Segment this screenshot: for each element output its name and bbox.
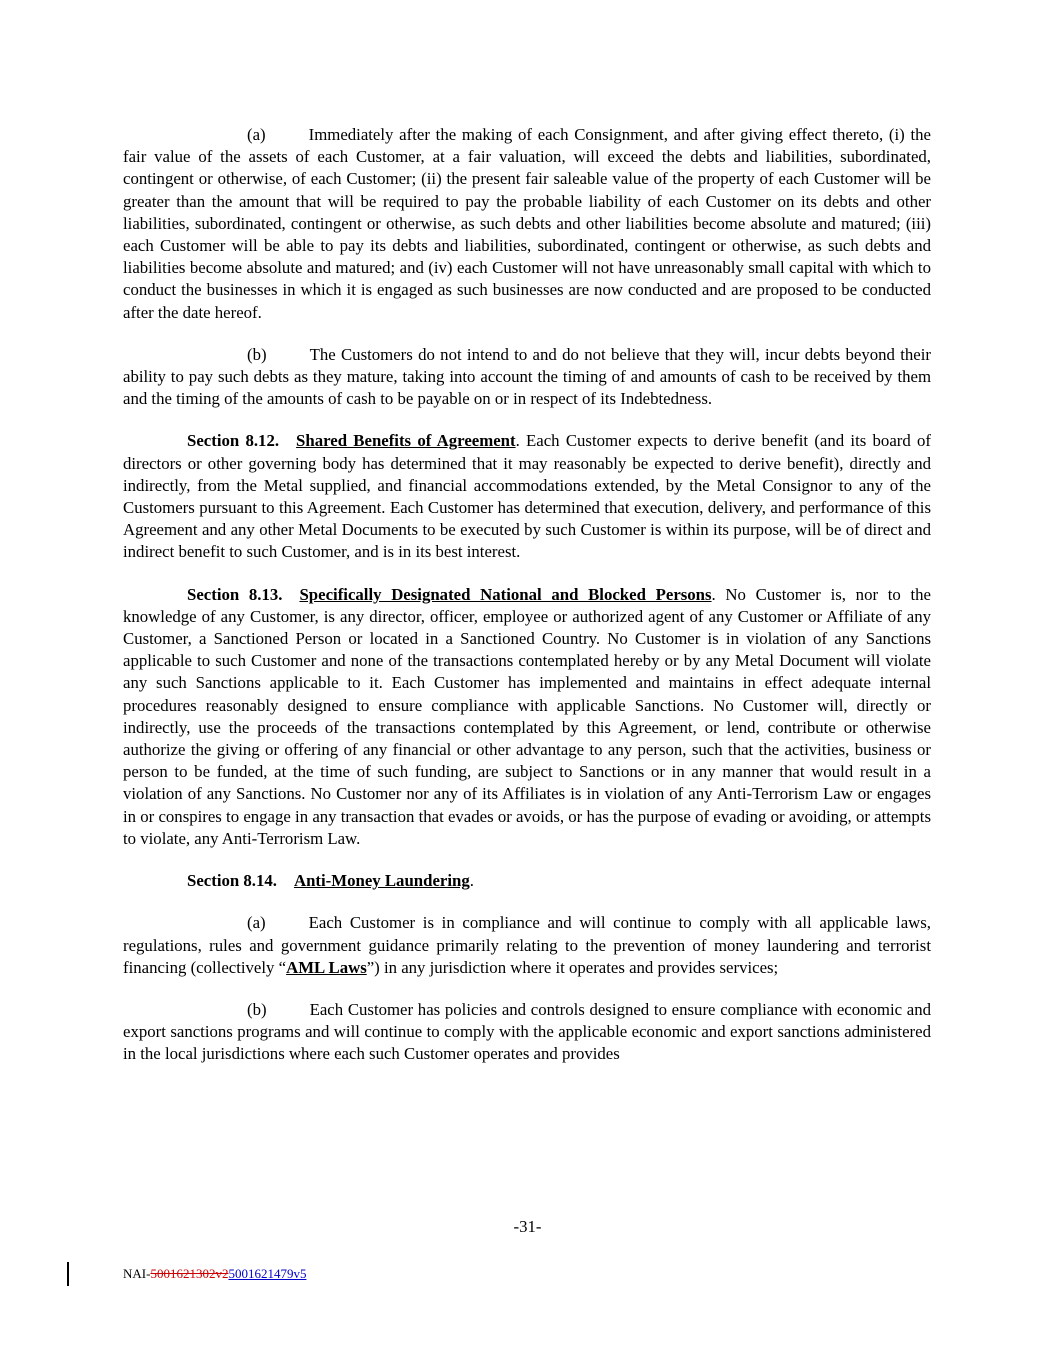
text-run: . [469,871,474,891]
document-body [123,124,931,1066]
text-run: Each Customer is in compliance and will continue to comply with all applicable laws, regulations, rules and government guidance primarily relating to the prevention of money laundering and terrorist financing (collectively “ [123,913,931,977]
text-run: . No Customer is, nor to the knowledge of any Customer, is any director, officer, employee or authorized agent of any Customer or Affiliate of any Customer, a Sanctioned Person or located in a Sanctioned Country. No Customer is in violation of any Sanctions applicable to such Customer and none of the transactions contemplated hereby or by any Metal Document will violate any such Sanctions applicable to it. Each Customer has implemented and maintains in effect adequate internal procedures reasonably designed to ensure compliance with applicable Sanctions. No Customer will, directly or indirectly, use the proceeds of the transactions contemplated by this Agreement, or lend, contribute or otherwise authorize the giving or offering of any financial or other advantage to any person, such that the activities, business or person to be funded, at the time of such funding, are subject to Sanctions or in any manner that would result in a violation of any Sanctions. No Customer nor any of its Affiliates is in violation of any Anti-Terrorism Law or engages in or conspires to engage in any transaction that evades or avoids, or has the purpose of evading or avoiding, or attempts to violate, any Anti-Terrorism Law. [123,584,931,848]
defined-term: AML Laws [286,957,367,977]
document-id-deleted: 5001621302v2 [150,1266,229,1281]
text-run: ”) in any jurisdiction where it operates and provides services; [366,957,779,977]
section-paragraph [123,430,931,563]
section-heading: Anti-Money Laundering [293,871,470,891]
section-paragraph [123,584,931,850]
text-run: The Customers do not intend to and do not believe that they will, incur debts beyond their ability to pay such debts as they mature, taking into account the timing of and amounts of cash to be received by them and the timing of the amounts of cash to be payable on or in respect of its Indebtedness. [123,344,931,409]
text-run: . Each Customer expects to derive benefit (and its board of directors or other governing body has determined that it may reasonably be expected to derive benefit), directly and indirectly, from the Metal supplied, and financial accommodations extended, by the Metal Consignor to any of the Customers pursuant to this Agreement. Each Customer has determined that execution, delivery, and performance of this Agreement and any other Metal Documents to be executed by such Customer is within its purpose, will be of direct and indirect benefit to such Customer, and is in its best interest. [123,431,931,562]
text-run: Each Customer has policies and controls designed to ensure compliance with economic and export sanctions programs and will continue to comply with the applicable economic and export sanctions administered in the local jurisdictions where each such Customer operates and provides [123,999,931,1064]
text-run: Immediately after the making of each Consignment, and after giving effect thereto, (i) the fair value of the assets of each Customer, at a fair valuation, will exceed the debts and liabilities, subordinated, contingent or otherwise, of each Customer; (ii) the present fair saleable value of the property of each Customer will be greater than the amount that will be required to pay the probable liability of each Customer on its debts and other liabilities, subordinated, contingent or otherwise, as such debts and other liabilities become absolute and matured; (iii) each Customer will be able to pay its debts and liabilities, subordinated, contingent or otherwise, as such debts and liabilities become absolute and matured; and (iv) each Customer will not have unreasonably small capital with which to conduct the businesses in which it is engaged as such businesses are now conducted and are proposed to be conducted after the date hereof. [123,125,931,322]
list-label: (a) [247,125,266,144]
body-paragraph [123,912,931,979]
page-number: -31- [513,1217,542,1236]
section-paragraph [123,870,931,892]
section-label: Section 8.13. [187,584,283,604]
list-label: (b) [247,999,267,1019]
body-paragraph [123,344,931,411]
section-heading: Specifically Designated National and Blocked Persons [299,584,712,604]
section-label: Section 8.12. [187,431,280,451]
document-id-footer [123,1265,306,1283]
section-label: Section 8.14. [187,871,277,891]
list-label: (b) [247,344,267,364]
document-id-prefix: NAI- [123,1266,151,1281]
change-bar [67,1262,69,1286]
document-id-inserted: 5001621479v5 [228,1266,307,1281]
list-label: (a) [247,913,266,933]
section-heading: Shared Benefits of Agreement [296,431,516,451]
body-paragraph [123,124,931,324]
body-paragraph [123,999,931,1066]
